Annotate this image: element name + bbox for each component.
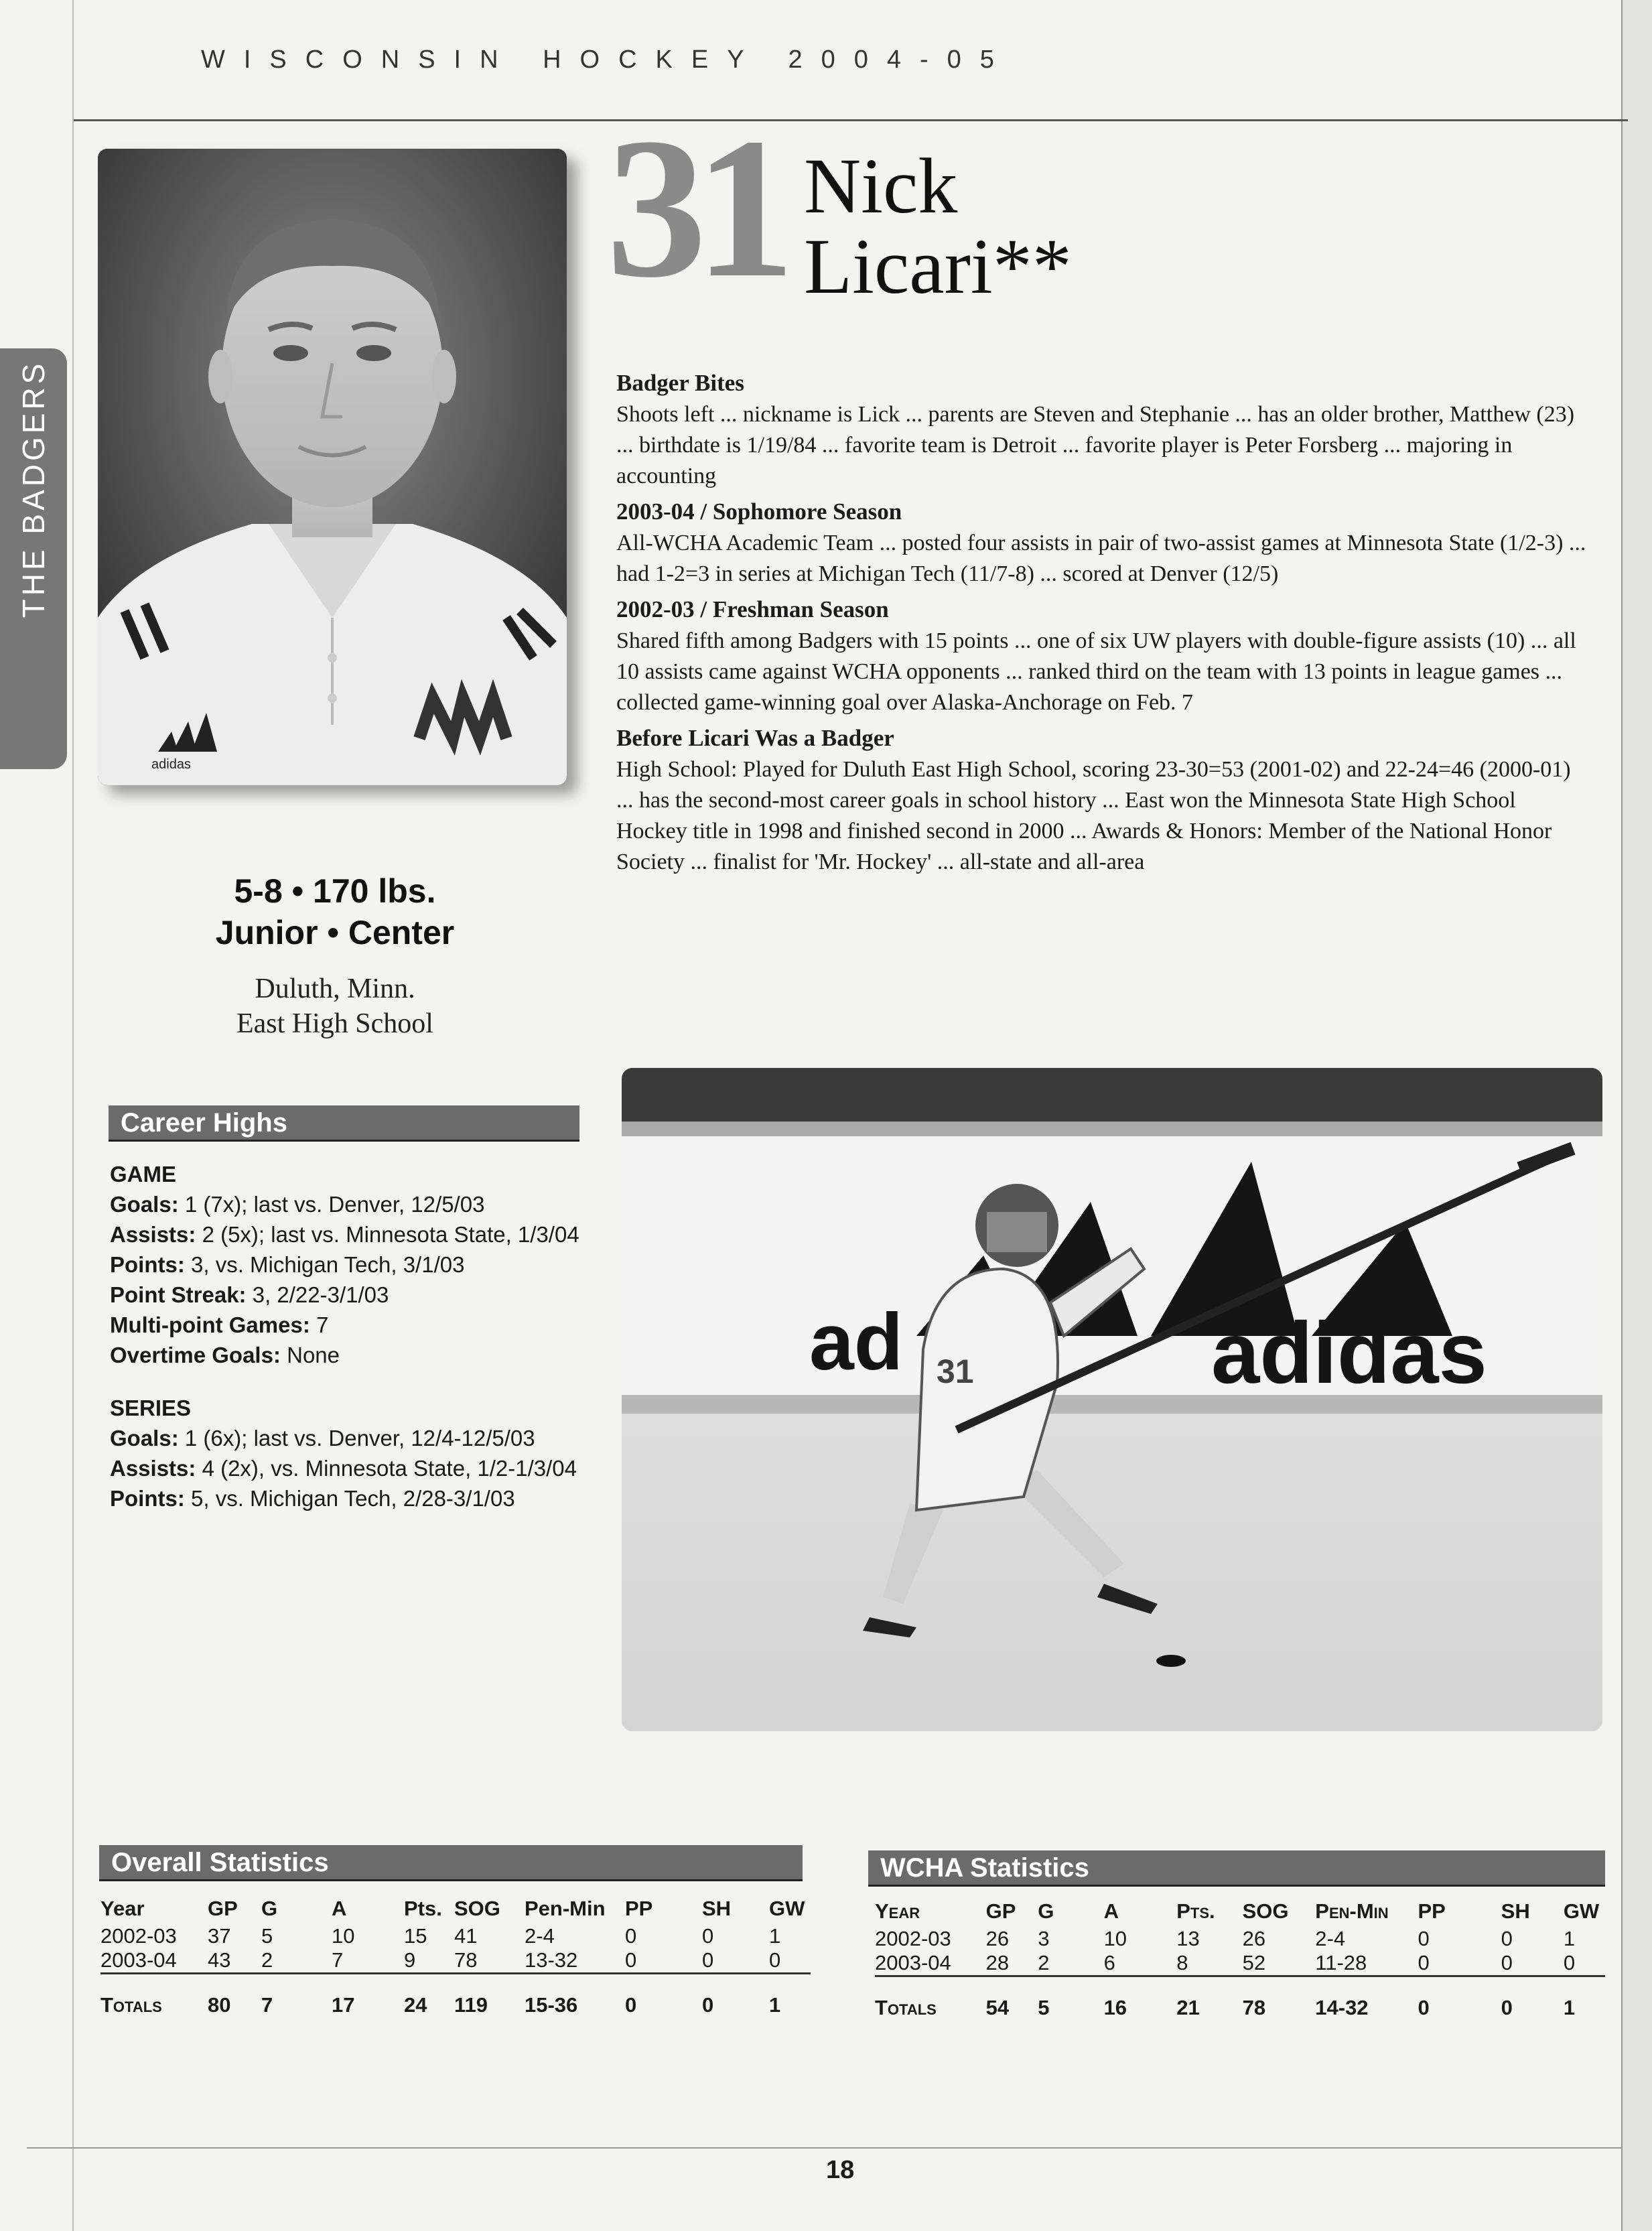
col-header: Pts. — [404, 1897, 442, 1920]
table-cell: 0 — [1418, 1951, 1430, 1974]
career-high-label: Goals: — [110, 1426, 179, 1450]
col-header: G — [1038, 1899, 1054, 1923]
table-cell: 0 — [625, 1924, 637, 1948]
table-cell: 0 — [769, 1948, 781, 1972]
table-cell: 0 — [1418, 1927, 1430, 1950]
career-high-value: 3, 2/22-3/1/03 — [252, 1282, 389, 1307]
action-photo-illustration — [622, 1068, 1602, 1731]
career-high-value: 2 (5x); last vs. Minnesota State, 1/3/04 — [202, 1222, 579, 1247]
bio-text-badger-bites: Shoots left ... nickname is Lick ... parents are Steven and Stephanie ... has an older brother, Matthew (23) ... birthdate is 1/19/84 ... favorite team is Detroit ... favorite player is Peter Forsberg ... majoring in accounting — [616, 402, 1575, 488]
col-header: PP — [1418, 1899, 1446, 1923]
action-photo — [622, 1068, 1602, 1731]
col-header: GW — [769, 1897, 805, 1920]
bio-heading-badger-bites: Badger Bites — [616, 370, 744, 396]
col-header: SH — [702, 1897, 732, 1920]
col-header: A — [1103, 1899, 1119, 1923]
hometown: Duluth, Minn. — [255, 973, 415, 1004]
table-header-row — [100, 1893, 811, 1924]
table-cell: 21 — [1176, 1976, 1242, 2021]
career-high-label: Points: — [110, 1252, 185, 1277]
bio-text-before: High School: Played for Duluth East High School, scoring 23-30=53 (2001-02) and 22-24=46 (2000-01) ... has the second-most career goals in school history ... East won the Minnesota State High School Hockey title in 1998 and finished second in 2000 ... Awards & Honors: Member of the National Honor Society ... finalist for 'Mr. Hockey' ... all-state and all-area — [616, 757, 1571, 874]
career-high-value: 4 (2x), vs. Minnesota State, 1/2-1/3/04 — [202, 1456, 577, 1481]
career-high-item — [110, 1249, 592, 1280]
class-position: Junior • Center — [215, 914, 455, 951]
col-header: G — [261, 1897, 278, 1920]
height-weight: 5-8 • 170 lbs. — [234, 872, 436, 910]
career-highs-list — [110, 1159, 592, 1513]
page-number: 18 — [826, 2156, 855, 2184]
career-high-value: 5, vs. Michigan Tech, 2/28-3/1/03 — [191, 1486, 515, 1511]
table-cell: 15 — [404, 1924, 427, 1948]
career-high-item — [110, 1219, 592, 1249]
table-cell: 43 — [208, 1948, 231, 1972]
table-cell: 0 — [702, 1948, 714, 1972]
table-cell: 1 — [1564, 1976, 1605, 2021]
col-header: Pen-Min — [1315, 1899, 1389, 1923]
career-high-item — [110, 1340, 592, 1370]
table-cell: 41 — [454, 1924, 478, 1948]
overall-stats-title: Overall Statistics — [99, 1845, 803, 1881]
game-heading: GAME — [110, 1162, 176, 1187]
career-high-label: Overtime Goals: — [110, 1343, 281, 1367]
career-high-item — [110, 1310, 592, 1340]
table-cell: 0 — [625, 1974, 702, 2018]
table-cell: 10 — [1103, 1927, 1127, 1950]
bio-text-freshman: Shared fifth among Badgers with 15 points ... one of six UW players with double-figure assists (10) ... all 10 assists came against WCHA opponents ... ranked third on the team with 13 points in league games ... collected game-winning goal over Alaska-Anchorage on Feb. 7 — [616, 628, 1576, 715]
table-cell: 26 — [1242, 1927, 1266, 1950]
header-rule — [74, 119, 1628, 121]
running-header: WISCONSIN HOCKEY 2004-05 — [201, 46, 1013, 74]
table-cell: 119 — [454, 1974, 525, 2018]
table-cell: 0 — [1501, 1951, 1513, 1974]
table-cell: 7 — [332, 1948, 344, 1972]
table-cell: 78 — [1243, 1976, 1316, 2021]
col-header: PP — [625, 1897, 653, 1920]
board-text-right: adidas — [1211, 1304, 1487, 1402]
overall-stats-table — [100, 1893, 811, 2017]
table-cell: 16 — [1104, 1976, 1177, 2021]
table-cell: 1 — [769, 1974, 811, 2018]
hockey-puck — [1156, 1655, 1186, 1667]
jersey-number: 31 — [606, 96, 783, 319]
table-cell: 13 — [1176, 1927, 1200, 1950]
col-header: Year — [100, 1897, 145, 1920]
table-cell: 54 — [986, 1976, 1038, 2021]
player-jersey-number: 31 — [937, 1353, 974, 1390]
career-high-item — [110, 1189, 592, 1219]
career-high-label: Assists: — [110, 1456, 196, 1481]
table-cell: 7 — [261, 1974, 332, 2018]
table-cell: 28 — [985, 1951, 1010, 1974]
player-first-name: Nick — [804, 142, 958, 230]
career-high-value: 1 (6x); last vs. Denver, 12/4-12/5/03 — [184, 1426, 535, 1450]
table-cell: 37 — [208, 1924, 231, 1948]
table-cell: 2002-03 — [875, 1927, 951, 1950]
high-school: East High School — [236, 1008, 433, 1039]
table-cell: 5 — [261, 1924, 273, 1948]
career-high-item — [110, 1423, 592, 1453]
table-cell: 0 — [1563, 1951, 1576, 1974]
career-high-value: 3, vs. Michigan Tech, 3/1/03 — [191, 1252, 465, 1277]
table-cell: 13-32 — [525, 1948, 578, 1972]
page-margin-rule — [72, 0, 74, 2231]
footer-rule — [27, 2147, 1621, 2149]
col-header: Year — [875, 1899, 920, 1923]
player-last-name: Licari** — [804, 222, 1072, 310]
col-header: SOG — [454, 1897, 500, 1920]
table-cell: 1 — [1563, 1927, 1576, 1950]
table-cell: 14-32 — [1315, 1976, 1418, 2021]
table-cell: 0 — [1501, 1976, 1564, 2021]
totals-row — [100, 1974, 811, 2018]
table-cell: 2-4 — [525, 1924, 555, 1948]
table-cell: 2002-03 — [100, 1924, 177, 1948]
wcha-stats-table — [875, 1896, 1605, 2020]
bio-heading-sophomore: 2003-04 / Sophomore Season — [616, 498, 902, 525]
table-cell: Totals — [875, 1976, 986, 2021]
table-cell: 52 — [1242, 1951, 1266, 1974]
table-cell: 78 — [454, 1948, 478, 1972]
table-cell: 24 — [404, 1974, 454, 2018]
table-cell: 17 — [332, 1974, 404, 2018]
table-cell: 2 — [1038, 1951, 1050, 1974]
table-cell: 0 — [1501, 1927, 1513, 1950]
table-cell: 5 — [1038, 1976, 1103, 2021]
career-high-item — [110, 1483, 592, 1513]
headshot-illustration — [98, 149, 567, 785]
series-heading: SERIES — [110, 1396, 192, 1420]
col-header: GW — [1563, 1899, 1600, 1923]
table-cell: 2003-04 — [875, 1951, 951, 1974]
career-high-label: Goals: — [110, 1192, 179, 1217]
career-high-value: 7 — [316, 1312, 329, 1337]
col-header: GP — [985, 1899, 1016, 1923]
col-header: A — [332, 1897, 347, 1920]
bio-text-sophomore: All-WCHA Academic Team ... posted four assists in pair of two-assist games at Minnesota State (1/2-3) ... had 1-2=3 in series at Michigan Tech (11/7-8) ... scored at Denver (12/5) — [616, 531, 1586, 586]
table-cell: 0 — [702, 1974, 769, 2018]
career-high-label: Assists: — [110, 1222, 196, 1247]
table-cell: 26 — [985, 1927, 1010, 1950]
table-cell: 10 — [332, 1924, 355, 1948]
col-header: Pts. — [1176, 1899, 1215, 1923]
bio-heading-freshman: 2002-03 / Freshman Season — [616, 596, 889, 622]
table-cell: 1 — [769, 1924, 781, 1948]
col-header: Pen-Min — [525, 1897, 606, 1920]
table-cell: 11-28 — [1315, 1951, 1367, 1974]
totals-row — [875, 1976, 1605, 2021]
wcha-stats-title: WCHA Statistics — [868, 1850, 1605, 1887]
table-row — [100, 1924, 811, 1948]
career-high-value: None — [287, 1343, 340, 1367]
table-cell: 15-36 — [525, 1974, 625, 2018]
career-high-value: 1 (7x); last vs. Denver, 12/5/03 — [184, 1192, 485, 1217]
table-cell: 80 — [208, 1974, 261, 2018]
table-cell: 0 — [625, 1948, 637, 1972]
col-header: GP — [208, 1897, 238, 1920]
bio-heading-before: Before Licari Was a Badger — [616, 725, 894, 751]
career-high-item — [110, 1453, 592, 1483]
table-cell: Totals — [100, 1974, 208, 2018]
table-row — [875, 1951, 1605, 1976]
table-header-row — [875, 1896, 1605, 1927]
col-header: SH — [1501, 1899, 1530, 1923]
table-row — [875, 1927, 1605, 1951]
career-high-label: Point Streak: — [110, 1282, 247, 1307]
table-cell: 0 — [702, 1924, 714, 1948]
svg-text:adidas: adidas — [151, 757, 191, 772]
table-cell: 2-4 — [1315, 1927, 1346, 1950]
table-cell: 2 — [261, 1948, 273, 1972]
board-text-left: ad — [809, 1297, 904, 1387]
table-cell: 6 — [1103, 1951, 1115, 1974]
career-high-label: Points: — [110, 1486, 185, 1511]
table-cell: 9 — [404, 1948, 416, 1972]
table-cell: 8 — [1176, 1951, 1188, 1974]
player-headshot — [98, 149, 567, 785]
table-row — [100, 1948, 811, 1974]
table-cell: 2003-04 — [100, 1948, 177, 1972]
page-binding-edge — [1621, 0, 1652, 2231]
table-cell: 0 — [1418, 1976, 1501, 2021]
career-high-label: Multi-point Games: — [110, 1312, 310, 1337]
section-tab-label: THE BADGERS — [16, 360, 51, 618]
player-bio — [616, 367, 1588, 882]
career-highs-title: Career Highs — [109, 1105, 579, 1142]
col-header: SOG — [1242, 1899, 1289, 1923]
career-high-item — [110, 1280, 592, 1310]
table-cell: 3 — [1038, 1927, 1050, 1950]
